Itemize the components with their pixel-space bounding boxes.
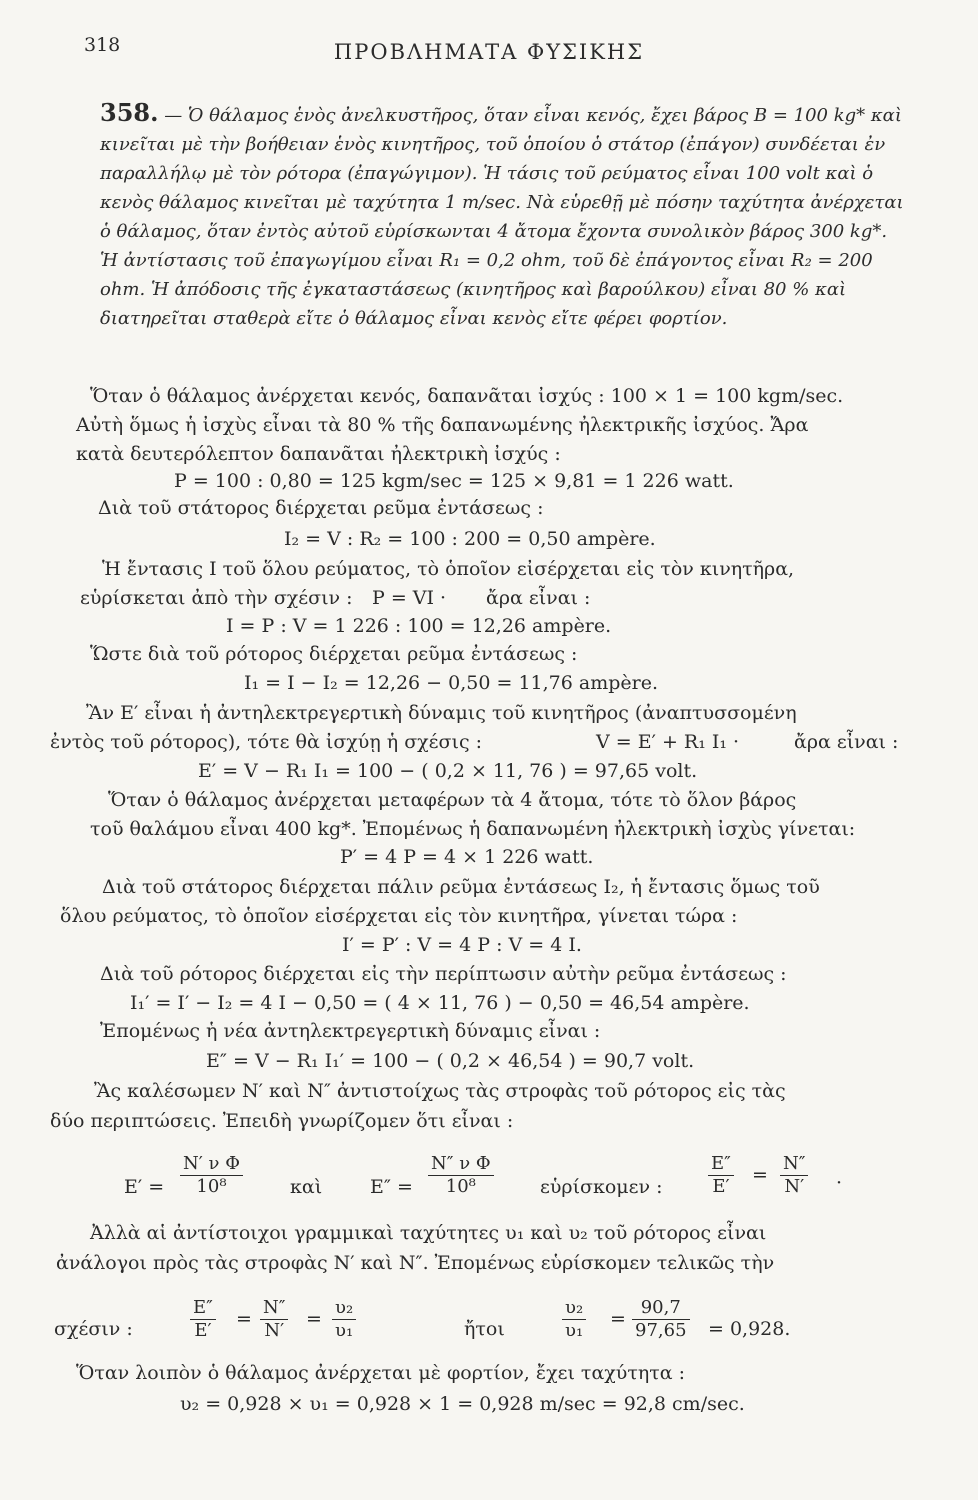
- solution-line: Ἂν E′ εἶναι ἡ ἀντηλεκτρεγερτικὴ δύναμις τοῦ κινητῆρος (ἀναπτυσσομένη: [86, 702, 797, 724]
- problem-statement: [100, 98, 908, 333]
- solution-equation: I₂ = V : R₂ = 100 : 200 = 0,50 ampère.: [284, 528, 656, 550]
- page-title: ΠΡΟΒΛΗΜΑΤΑ ΦΥΣΙΚΗΣ: [333, 40, 645, 64]
- solution-line: κατὰ δευτερόλεπτον δαπανᾶται ἠλεκτρικὴ ἰσχύς :: [76, 443, 561, 465]
- equation-text: ἤτοι: [464, 1318, 505, 1340]
- fraction: $\frac{\text{υ₂}}{\text{υ₁}}$: [332, 1297, 356, 1342]
- solution-line: σχέσιν :: [54, 1318, 133, 1340]
- equation-lhs: E′ =: [124, 1176, 165, 1198]
- solution-line: ἀνάλογοι πρὸς τὰς στροφὰς N′ καὶ N″. Ἐπομένως εὑρίσκομεν τελικῶς τὴν: [56, 1252, 775, 1274]
- solution-line: Διὰ τοῦ στάτορος διέρχεται πάλιν ρεῦμα ἐντάσεως I₂, ἡ ἔντασις ὅμως τοῦ: [102, 876, 820, 898]
- solution-equation: V = E′ + R₁ I₁ ·: [596, 731, 740, 753]
- equation-text: εὑρίσκομεν :: [540, 1176, 663, 1198]
- equals-sign: =: [306, 1308, 322, 1330]
- solution-line: ἐντὸς τοῦ ρότορος), τότε θὰ ἰσχύῃ ἡ σχέσις :: [50, 731, 483, 753]
- problem-number: 358.: [100, 98, 159, 127]
- solution-equation: E″ = V − R₁ I₁′ = 100 − ( 0,2 × 46,54 ) = 90,7 volt.: [206, 1050, 695, 1072]
- solution-equation: E′ = V − R₁ I₁ = 100 − ( 0,2 × 11, 76 ) = 97,65 volt.: [198, 760, 698, 782]
- solution-equation: P = 100 : 0,80 = 125 kgm/sec = 125 × 9,81 = 1 226 watt.: [174, 470, 734, 492]
- solution-line: ὅλου ρεύματος, τὸ ὁποῖον εἰσέρχεται εἰς τὸν κινητῆρα, γίνεται τώρα :: [60, 905, 738, 927]
- equals-sign: =: [610, 1308, 626, 1330]
- solution-line: ἄρα εἶναι :: [794, 731, 899, 753]
- equation-text: καὶ: [290, 1176, 323, 1198]
- solution-equation: I₁ = I − I₂ = 12,26 − 0,50 = 11,76 ampère.: [244, 672, 658, 694]
- solution-line: Διὰ τοῦ ρότορος διέρχεται εἰς τὴν περίπτωσιν αὐτὴν ρεῦμα ἐντάσεως :: [100, 963, 787, 985]
- solution-line: Ὥστε διὰ τοῦ ρότορος διέρχεται ρεῦμα ἐντάσεως :: [90, 643, 578, 665]
- solution-line: Ἀλλὰ αἱ ἀντίστοιχοι γραμμικαὶ ταχύτητες υ₁ καὶ υ₂ τοῦ ρότορος εἶναι: [90, 1222, 767, 1244]
- solution-equation: I = P : V = 1 226 : 100 = 12,26 ampère.: [226, 615, 612, 637]
- solution-equation: P′ = 4 P = 4 × 1 226 watt.: [340, 846, 594, 868]
- fraction: $\frac{E''}{E'}$: [190, 1297, 216, 1342]
- solution-line: Διὰ τοῦ στάτορος διέρχεται ρεῦμα ἐντάσεως :: [98, 497, 544, 519]
- solution-line: Ὅταν λοιπὸν ὁ θάλαμος ἀνέρχεται μὲ φορτίον, ἔχει ταχύτητα :: [76, 1362, 686, 1384]
- solution-line: Ὅταν ὁ θάλαμος ἀνέρχεται κενός, δαπανᾶται ἰσχύς : 100 × 1 = 100 kgm/sec.: [90, 385, 844, 407]
- solution-line: Ὅταν ὁ θάλαμος ἀνέρχεται μεταφέρων τὰ 4 ἄτομα, τότε τὸ ὅλον βάρος: [108, 789, 797, 811]
- solution-line: τοῦ θαλάμου εἶναι 400 kg*. Ἐπομένως ἡ δαπανωμένη ἠλεκτρικὴ ἰσχὺς γίνεται:: [90, 818, 856, 840]
- solution-line: Αὐτὴ ὅμως ἡ ἰσχὺς εἶναι τὰ 80 % τῆς δαπανωμένης ἠλεκτρικῆς ἰσχύος. Ἄρα: [76, 414, 809, 436]
- problem-text: — Ὁ θάλαμος ἑνὸς ἀνελκυστῆρος, ὅταν εἶναι κενός, ἔχει βάρος B = 100 kg* καὶ κινεῖται μὲ τὴν βοήθειαν ἑνὸς κινητῆρος, τοῦ ὁποίου ὁ στάτορ (ἐπάγον) συνδέεται ἐν παραλλήλῳ μὲ τὸν ρότορα (ἐπαγώγιμον). Ἡ τάσις τοῦ ρεύματος εἶναι 100 volt καὶ ὁ κενὸς θάλαμος κινεῖται μὲ ταχύτητα 1 m/sec. Νὰ εὑρεθῇ μὲ πόσην ταχύτητα ἀνέρχεται ὁ θάλαμος, ὅταν ἐντὸς αὐτοῦ εὑρίσκωνται 4 ἄτομα ἔχοντα συνολικὸν βάρος 300 kg*. Ἡ ἀντίστασις τοῦ ἐπαγωγίμου εἶναι R₁ = 0,2 ohm, τοῦ δὲ ἐπάγοντος εἶναι R₂ = 200 ohm. Ἡ ἀπόδοσις τῆς ἐγκαταστάσεως (κινητῆρος καὶ βαρούλκου) εἶναι 80 % καὶ διατηρεῖται σταθερὰ εἴτε ὁ θάλαμος εἶναι κενὸς εἴτε φέρει φορτίον.: [100, 105, 904, 329]
- solution-line: Ἐπομένως ἡ νέα ἀντηλεκτρεγερτικὴ δύναμις εἶναι :: [100, 1020, 601, 1042]
- fraction: $\frac{N''}{N'}$: [260, 1297, 288, 1342]
- solution-equation: υ₂ = 0,928 × υ₁ = 0,928 × 1 = 0,928 m/sec = 92,8 cm/sec.: [180, 1393, 745, 1415]
- equals-sign: =: [236, 1308, 252, 1330]
- solution-line: εὑρίσκεται ἀπὸ τὴν σχέσιν :: [80, 587, 353, 609]
- fraction: $\frac{\text{N″ ν Φ}}{\text{10⁸}}$: [428, 1153, 494, 1198]
- solution-equation: I₁′ = I′ − I₂ = 4 I − 0,50 = ( 4 × 11, 76 ) − 0,50 = 46,54 ampère.: [130, 992, 750, 1014]
- fraction: $\frac{\text{υ₂}}{\text{υ₁}}$: [562, 1297, 586, 1342]
- solution-equation: I′ = P′ : V = 4 P : V = 4 I.: [342, 934, 582, 956]
- solution-line: Ἂς καλέσωμεν N′ καὶ N″ ἀντιστοίχως τὰς στροφὰς τοῦ ρότορος εἰς τὰς: [94, 1080, 786, 1102]
- fraction: $\frac{E''}{E'}$: [708, 1153, 734, 1198]
- solution-line: δύο περιπτώσεις. Ἐπειδὴ γνωρίζομεν ὅτι εἶναι :: [50, 1110, 514, 1132]
- equals-sign: =: [752, 1164, 768, 1186]
- equation-lhs: E″ =: [370, 1176, 413, 1198]
- page-number: 318: [84, 34, 121, 56]
- fraction: $\frac{N''}{N'}$: [780, 1153, 808, 1198]
- equation-dot: ·: [836, 1172, 843, 1194]
- fraction: $\frac{\text{N′ ν Φ}}{\text{10⁸}}$: [180, 1153, 243, 1198]
- fraction: $\frac{90,7}{97,65}$: [632, 1297, 690, 1342]
- solution-equation: P = VI ·: [372, 587, 447, 609]
- solution-line: ἄρα εἶναι :: [486, 587, 591, 609]
- equation-result: = 0,928.: [708, 1318, 791, 1340]
- solution-line: Ἡ ἔντασις I τοῦ ὅλου ρεύματος, τὸ ὁποῖον εἰσέρχεται εἰς τὸν κινητῆρα,: [102, 558, 795, 580]
